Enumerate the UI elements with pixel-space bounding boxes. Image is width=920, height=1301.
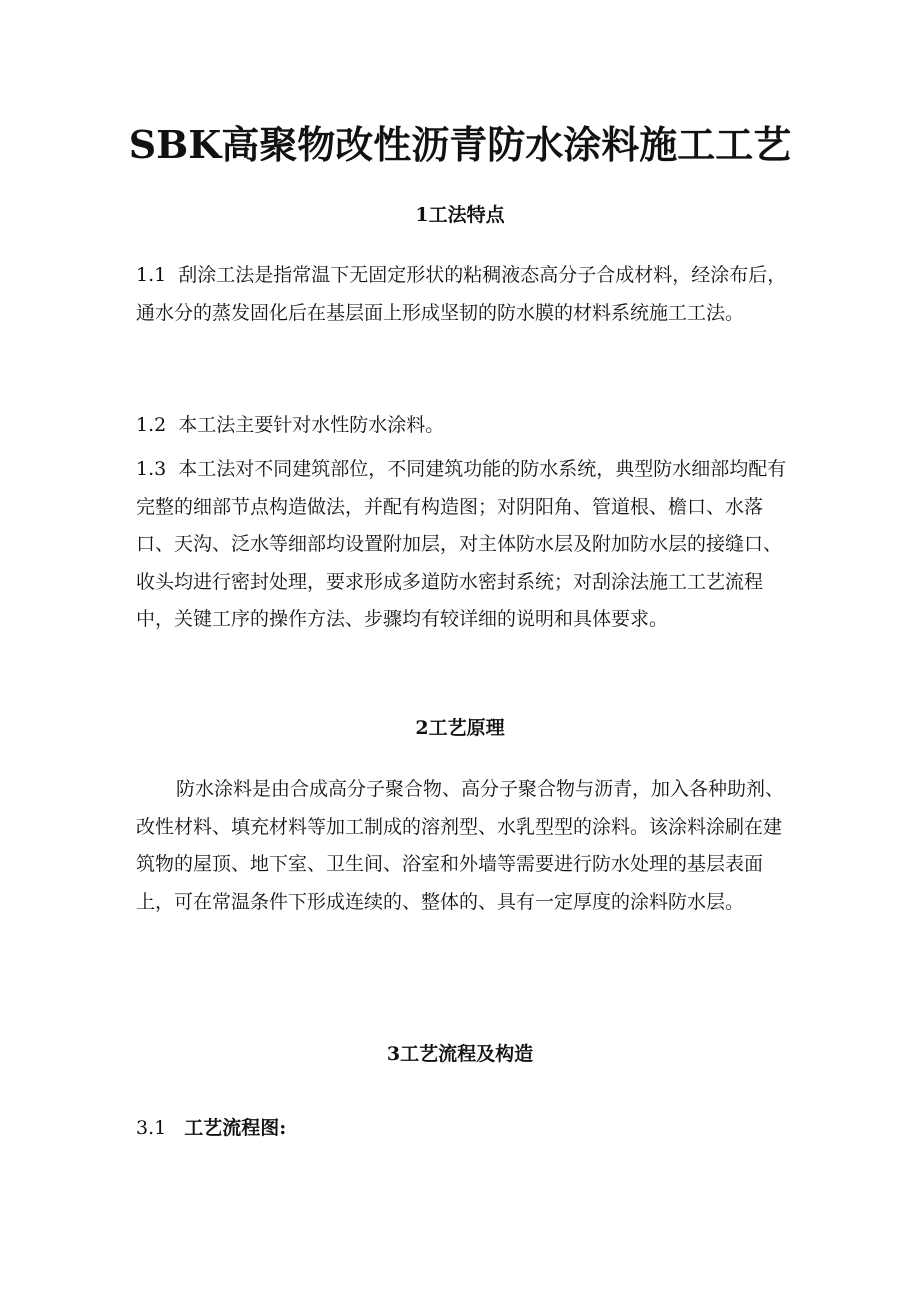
section-heading-3: 3工艺流程及构造 (386, 1043, 534, 1065)
paragraph-1-2 (136, 407, 796, 445)
document-title: SBK高聚物改性沥青防水涂料施工工艺 (128, 122, 792, 167)
item-number: 1.3 (136, 458, 167, 480)
subsection-text: 工艺流程图: (184, 1117, 287, 1139)
subsection-3-1 (136, 1113, 286, 1140)
paragraph-1-3 (136, 451, 796, 639)
item-text: 本工法主要针对水性防水涂料。 (178, 414, 445, 436)
item-text: 刮涂工法是指常温下无固定形状的粘稠液态高分子合成材料，经涂布后，通水分的蒸发固化后在基层面上形成坚韧的防水膜的材料系统施工工法。 (136, 264, 787, 324)
item-number: 1.2 (136, 414, 167, 436)
item-text: 本工法对不同建筑部位，不同建筑功能的防水系统，典型防水细部均配有完整的细部节点构造做法，并配有构造图；对阴阳角、管道根、檐口、水落口、天沟、泛水等细部均设置附加层，对主体防水层及附加防水层的接缝口、收头均进行密封处理，要求形成多道防水密封系统；对刮涂法施工工艺流程中，关键工序的操作方法、步骤均有较详细的说明和具体要求。 (136, 458, 787, 630)
paragraph-2: 防水涂料是由合成高分子聚合物、高分子聚合物与沥青，加入各种助剂、改性材料、填充材料等加工制成的溶剂型、水乳型型的涂料。该涂料涂刷在建筑物的屋顶、地下室、卫生间、浴室和外墙等需要进行防水处理的基层表面上，可在常温条件下形成连续的、整体的、具有一定厚度的涂料防水层。 (136, 778, 785, 913)
item-number: 1.1 (136, 264, 167, 286)
section-heading-1: 1工法特点 (415, 204, 505, 226)
section-heading-2: 2工艺原理 (415, 717, 505, 739)
paragraph-1-1 (136, 257, 796, 332)
subsection-number: 3.1 (136, 1117, 167, 1139)
